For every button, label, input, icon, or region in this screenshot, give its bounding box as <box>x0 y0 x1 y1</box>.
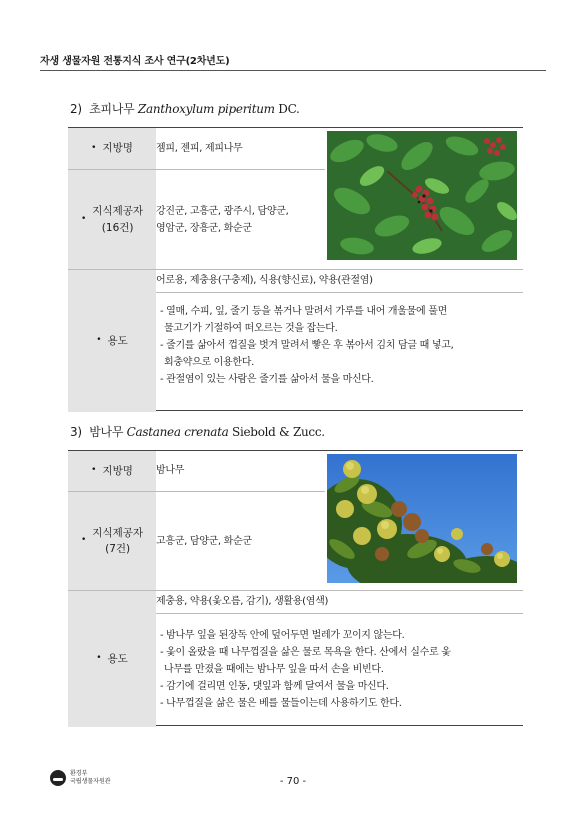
author-name: Siebold & Zucc. <box>232 425 325 439</box>
uses-list <box>156 303 516 388</box>
list-item: - 열매, 수피, 잎, 줄기 등을 볶거나 말려서 가루를 내어 개울물에 풀면 <box>160 306 447 317</box>
value-provider: 강진군, 고흥군, 광주시, 담양군, 영암군, 장흥군, 화순군 <box>156 206 289 234</box>
section-title-zanthoxylum <box>70 100 300 117</box>
korean-name: 밤나무 <box>89 425 124 439</box>
running-header: 자생 생물자원 전통지식 조사 연구(2차년도) <box>40 56 230 67</box>
korean-name: 초피나무 <box>89 102 135 116</box>
list-item: - 관절염이 있는 사람은 줄기를 삶아서 물을 마신다. <box>160 374 374 385</box>
value-provider: 고흥군, 담양군, 화순군 <box>156 536 252 547</box>
list-item: 물고기가 기절하여 떠오르는 것을 잡는다. <box>164 323 338 334</box>
label-local-name: • 지방명 <box>68 128 156 169</box>
section-title-castanea <box>70 423 325 440</box>
list-item: - 나무껍질을 삶은 물은 베를 물들이는데 사용하기도 한다. <box>160 698 402 709</box>
list-item: 회충약으로 이용한다. <box>164 357 254 368</box>
label-provider: • 지식제공자 (16건) <box>68 170 156 269</box>
value-local-names: 젬피, 젠피, 제피나무 <box>156 143 243 154</box>
value-use-categories: 제충용, 약용(옻오름, 감기), 생활용(염색) <box>156 596 329 607</box>
value-use-categories: 어로용, 제충용(구충제), 식용(향신료), 약용(관절염) <box>156 275 373 286</box>
list-item: - 줄기를 삶아서 껍질을 벗겨 말려서 빻은 후 볶아서 김치 담글 때 넣고, <box>160 340 454 351</box>
label-use: • 용도 <box>68 270 156 412</box>
value-local-names: 밤나무 <box>156 465 185 476</box>
page-number: - 70 - <box>279 776 307 787</box>
label-local-name: • 지방명 <box>68 451 156 491</box>
section-number: 3) <box>70 425 82 439</box>
label-use: • 용도 <box>68 591 156 727</box>
scientific-name: Castanea crenata <box>126 425 229 439</box>
header-rule <box>40 70 546 71</box>
org-name: 환경부 국립생물자원관 <box>70 770 111 785</box>
zanthoxylum-photo <box>327 131 517 260</box>
divider <box>156 292 523 293</box>
list-item: - 감기에 걸리면 인동, 댓잎과 함께 달여서 물을 마신다. <box>160 681 389 692</box>
label-provider: • 지식제공자 (7건) <box>68 492 156 590</box>
scientific-name: Zanthoxylum piperitum <box>137 102 275 116</box>
list-item: - 옻이 올랐을 때 나무껍질을 삶은 물로 목욕을 한다. 산에서 실수로 옻 <box>160 647 451 658</box>
uses-list <box>156 627 516 712</box>
list-item: - 밤나무 잎을 된장독 안에 덮어두면 벌레가 꼬이지 않는다. <box>160 630 405 641</box>
castanea-photo <box>327 454 517 583</box>
divider <box>156 613 523 614</box>
section-number: 2) <box>70 102 82 116</box>
author-name: DC. <box>278 102 300 116</box>
list-item: 나무를 만졌을 때에는 밤나무 잎을 따서 손을 비빈다. <box>164 664 384 675</box>
